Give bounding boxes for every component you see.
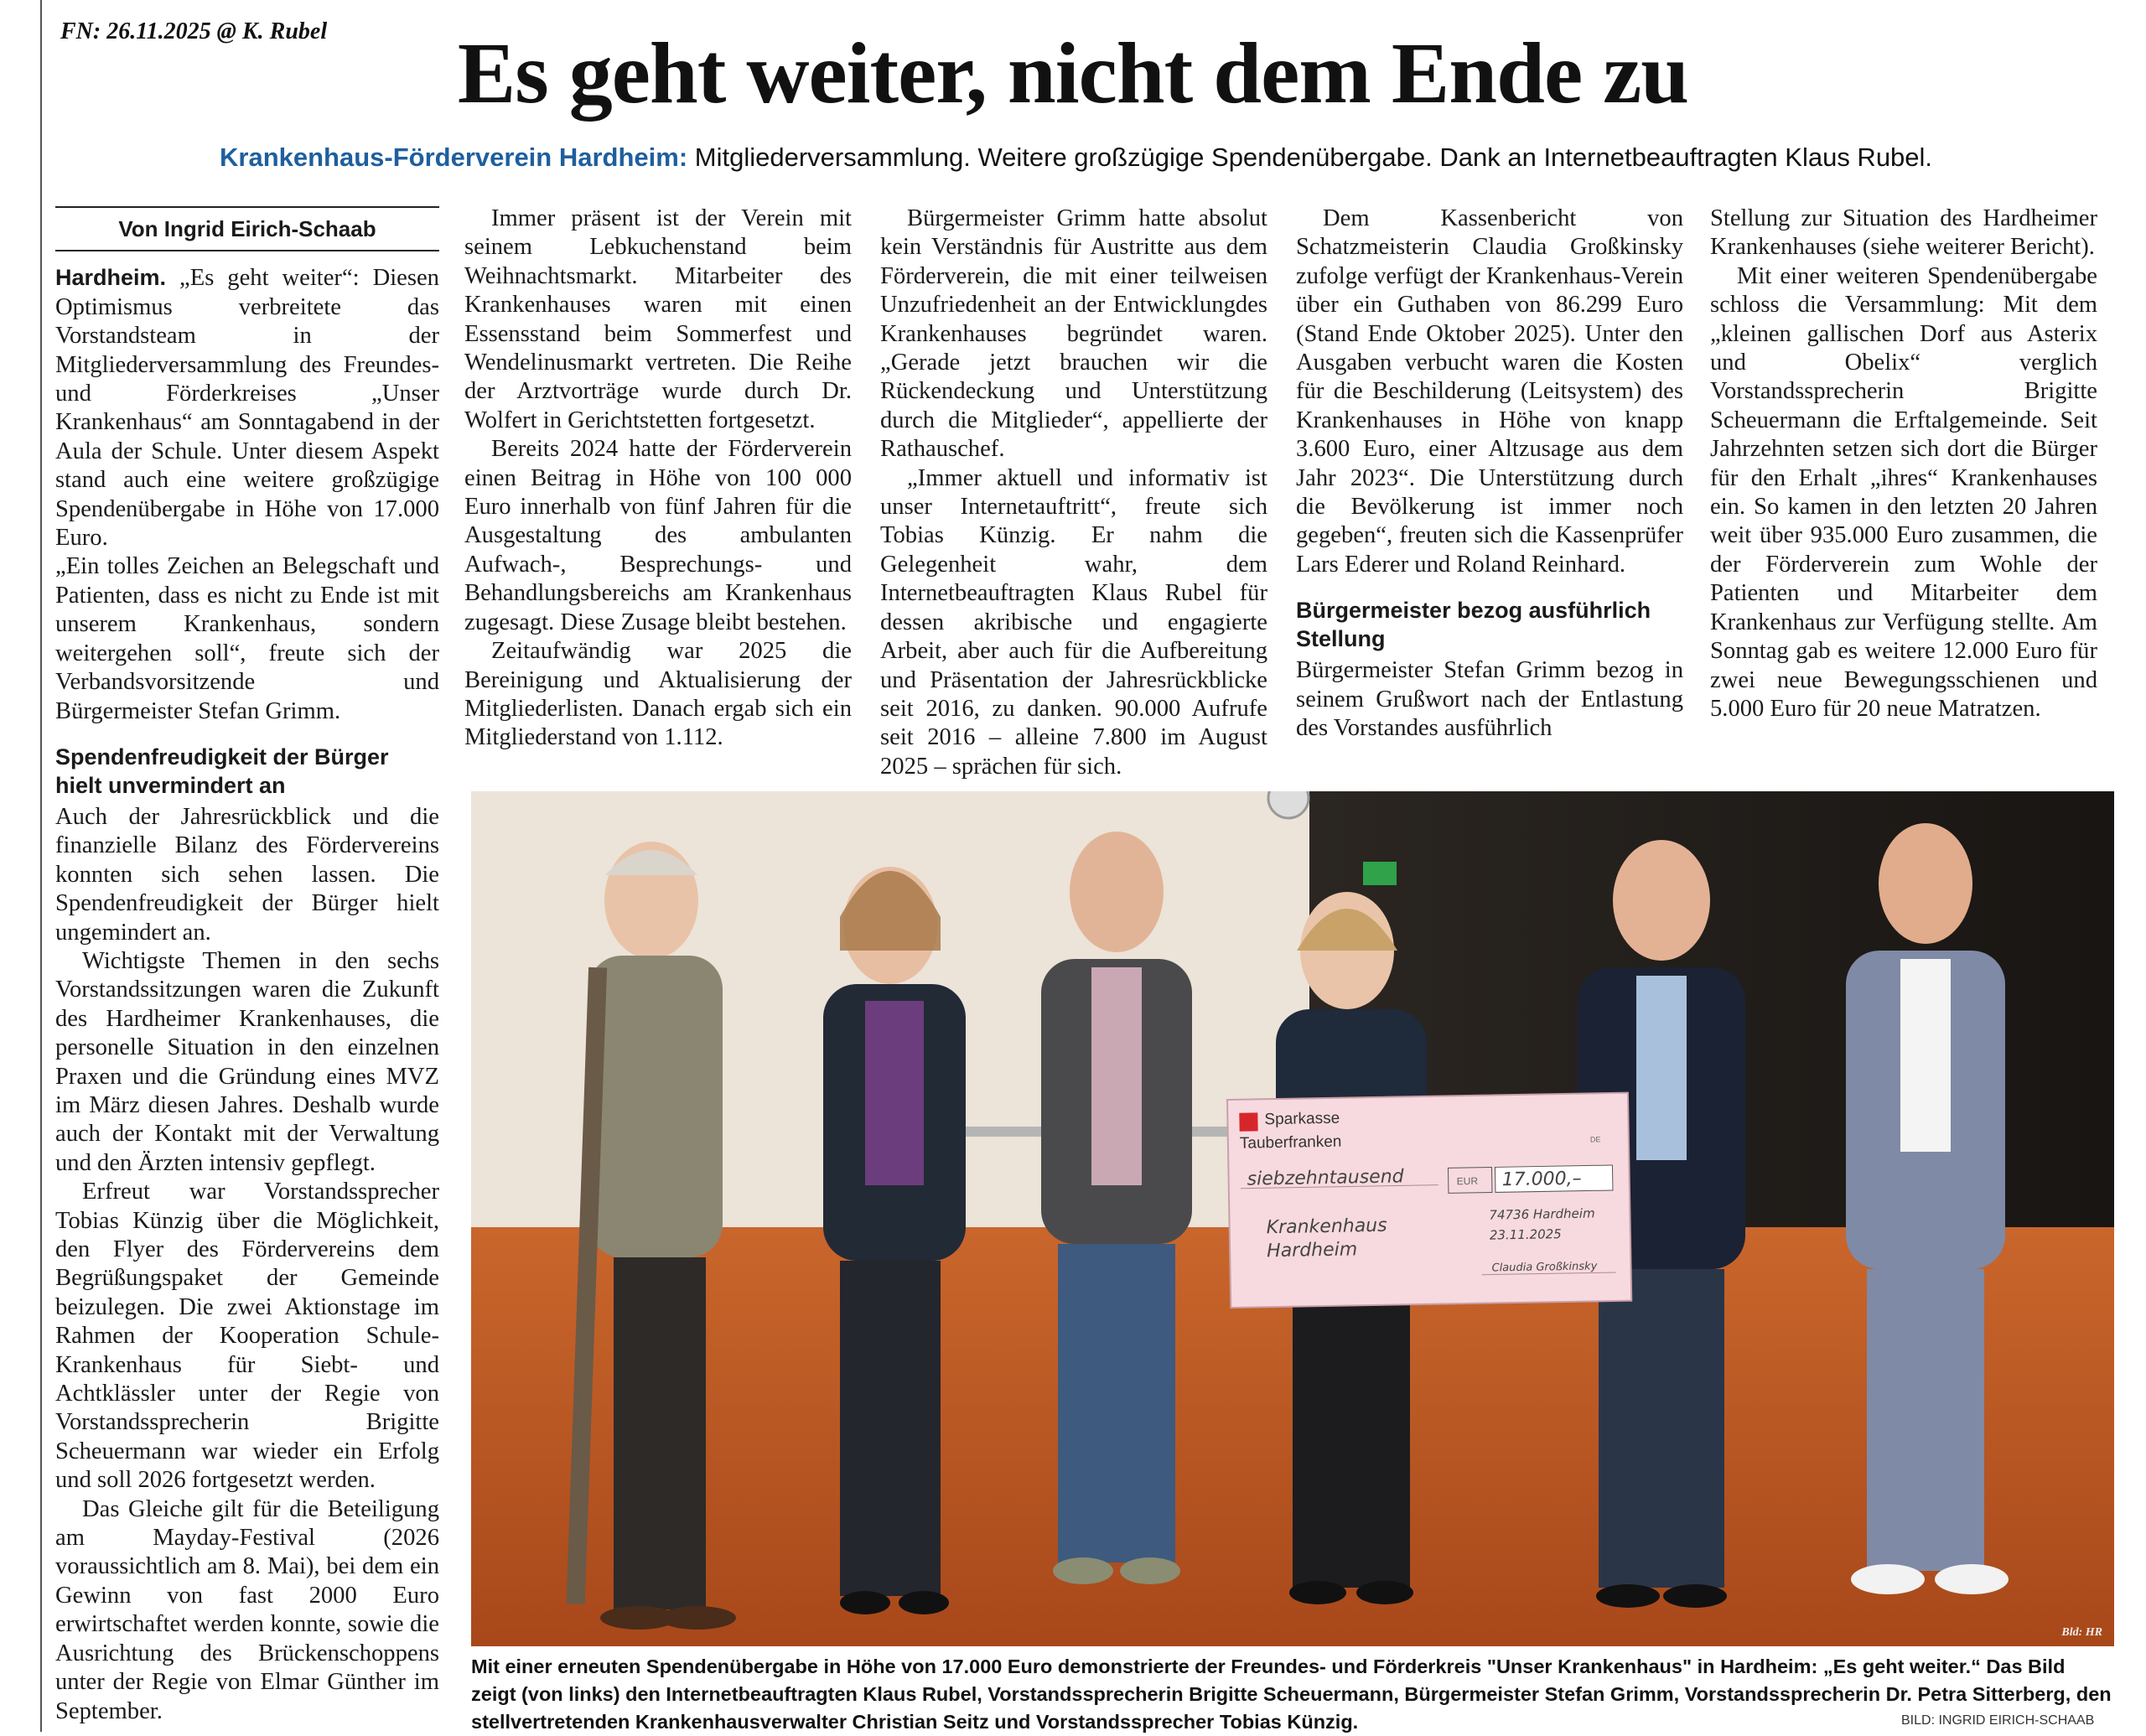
donation-cheque xyxy=(1227,1093,1631,1308)
cheque-amount: 17.000,– xyxy=(1501,1168,1582,1191)
paragraph: „Ein tolles Zeichen an Belegschaft und Patienten, dass es nicht zu Ende ist mit unserem Krankenhaus, sondern weitergehen soll“, freute sich der Verbandsvorsitzende und Bürgermeister Stefan Grimm. xyxy=(55,553,439,724)
cheque-amount-words: siebzehntausend xyxy=(1247,1166,1404,1190)
photo-illustration xyxy=(471,791,2114,1646)
paragraph: Bürgermeister Grimm hatte absolut kein Verständnis für Austritte aus dem Förderverein, die mit einer teilweisen Unzufriedenheit an der Entwicklungdes Krankenhauses begründet waren. „Gerade jetzt brauchen wir die Rückendeckung und Unterstützung durch die Mitglieder“, appellierte der Rathauschef. xyxy=(880,205,1267,463)
headline: Es geht weiter, nicht dem Ende zu xyxy=(457,25,1689,122)
photo-credit: BILD: INGRID EIRICH-SCHAAB xyxy=(1901,1713,2095,1728)
paragraph: Zeitaufwändig war 2025 die Bereinigung und Aktualisierung der Mitgliederlisten. Danach ergab sich ein Mitgliederstand von 1.112. xyxy=(464,638,852,751)
dateline: Hardheim. xyxy=(55,265,167,291)
paragraph: Stellung zur Situation des Hardheimer Krankenhauses (siehe weiterer Bericht). xyxy=(1710,205,2097,261)
cheque-country: DE xyxy=(1589,1135,1601,1144)
paragraph: „Immer aktuell und informativ ist unser Internetauftritt“, freute sich Tobias Künzig. Er nahm die Gelegenheit wahr, dem Internetbeauftragten Klaus Rubel für dessen akribische und engagierte Arbeit, aber auch für die Aufbereitung und Präsentation der Jahresrückblicke seit 2016, zu danken. 90.000 Aufrufe seit 2016 – alleine 7.800 im August 2025 – sprächen für sich. xyxy=(880,464,1267,780)
paragraph: Bereits 2024 hatte der Förderverein einen Beitrag in Höhe von 100 000 Euro innerhalb von fünf Jahren für die Ausgestaltung des ambulanten Aufwach-, Besprechungs- und Behandlungsbereichs am Krankenhaus zugesagt. Diese Zusage bleibt bestehen. xyxy=(464,436,852,635)
article-column-4 xyxy=(1296,205,1683,744)
article-column-3 xyxy=(880,205,1267,781)
byline: Von Ingrid Eirich-Schaab xyxy=(55,206,439,251)
cheque-currency: EUR xyxy=(1456,1174,1479,1188)
paragraph-text: „Es geht weiter“: Diesen Optimismus verbreitete das Vorstandsteam in der Mitgliederversammlung des Freundes- und Förderkreises „Unser Krankenhaus“ am Sonntagabend in der Aula der Schule. Unter diesem Aspekt stand auch eine weitere großzügige Spendenübergabe in Höhe von 17.000 Euro. xyxy=(55,265,439,552)
paragraph: Wichtigste Themen in den sechs Vorstandssitzungen waren die Zukunft des Hardheimer Krankenhauses, die personelle Situation in den einzelnen Praxen und die Gründung eines MVZ im März diesen Jahres. Deshalb wurde auch der Kontakt mit der Verwaltung und den Ärzten intensiv gepflegt. xyxy=(55,947,439,1176)
paragraph: Dem Kassenbericht von Schatzmeisterin Claudia Großkinsky zufolge verfügt der Krankenhaus-Verein über ein Guthaben von 86.299 Euro (Stand Ende Oktober 2025). Unter den Ausgaben verbucht waren die Kosten für die Beschilderung (Leitsystem) des Krankenhauses in Höhe von knapp 3.600 Euro, einer Altzusage aus dem Jahr 2023“. Die Unterstützung durch die Bevölkerung ist immer noch gegeben“, freuten sich die Kassenprüfer Lars Ederer und Roland Reinhard. xyxy=(1296,205,1683,578)
cheque-place: 74736 Hardheim xyxy=(1489,1205,1595,1223)
article-column-5 xyxy=(1710,205,2097,723)
paragraph: Erfreut war Vorstandssprecher Tobias Künzig über die Möglichkeit, den Flyer des Fördervereins dem Begrüßungspaket der Gemeinde beizulegen. Die zwei Aktionstage im Rahmen der Kooperation Schule-Krankenhaus für Siebt- und Achtklässler unter der Regie von Vorstandssprecherin Brigitte Scheuermann war wieder ein Erfolg und soll 2026 fortgesetzt werden. xyxy=(55,1179,439,1494)
subheading: Bürgermeister bezog ausführlich Stellung xyxy=(1296,598,1651,652)
cheque-bank-line2: Tauberfranken xyxy=(1239,1132,1342,1153)
cheque-bank-line1: Sparkasse xyxy=(1264,1109,1340,1129)
paragraph: Mit einer weiteren Spendenübergabe schloss die Versammlung: Mit dem „kleinen gallischen Dorf aus Asterix und Obelix“ verglich Vorstandssprecherin Brigitte Scheuermann die Erftalgemeinde. Seit Jahrzehnten setzen sich dort die Bürger für den Erhalt „ihres“ Krankenhauses ein. So kamen in den letzten 20 Jahren weit über 935.000 Euro zusammen, die der Förderverein zum Wohle der Patienten und Mitarbeiter dem Krankenhaus zur Verfügung stellte. Am Sonntag gab es weitere 12.000 Euro für zwei neue Bewegungsschienen und 5.000 Euro für 20 neue Matratzen. xyxy=(1710,262,2097,722)
paragraph xyxy=(55,263,439,552)
cheque-date: 23.11.2025 xyxy=(1489,1226,1562,1243)
exit-sign xyxy=(1363,862,1397,885)
cheque-recipient-line1: Krankenhaus xyxy=(1266,1215,1387,1239)
paragraph: Bürgermeister Stefan Grimm bezog in seinem Grußwort nach der Entlastung des Vorstandes ausführlich xyxy=(1296,657,1683,742)
photo-small-credit: Bld: HR xyxy=(2061,1626,2102,1639)
subheading: Spendenfreudigkeit der Bürger hielt unvermindert an xyxy=(55,744,389,798)
photo-caption: Mit einer erneuten Spendenübergabe in Höhe von 17.000 Euro demonstrierte der Freundes- und Förderkreis "Unser Krankenhaus" in Hardheim: „Es geht weiter.“ Das Bild zeigt (von links) den Internetbeauftragten Klaus Rubel, Vorstandssprecherin Brigitte Scheuermann, Bürgermeister Stefan Grimm, Vorstandssprecherin Dr. Petra Sitterberg, den stellvertretenden Krankenhausverwalter Christian Seitz und Vorstandssprecher Tobias Künzig. xyxy=(471,1656,2112,1733)
cheque-signature: Claudia Großkinsky xyxy=(1491,1260,1598,1275)
source-note: FN: 26.11.2025 @ K. Rubel xyxy=(60,18,328,44)
paragraph: Das Gleiche gilt für die Beteiligung am Mayday-Festival (2026 voraussichtlich am 8. Mai), bei dem ein Gewinn von fast 2000 Euro erwirtschaftet werden konnte, sowie die Ausrichtung des Brückenschoppens unter der Regie von Elmar Günther im September. xyxy=(55,1495,439,1724)
paragraph: Immer präsent ist der Verein mit seinem Lebkuchenstand beim Weihnachtsmarkt. Mitarbeiter des Krankenhauses waren mit einen Essensstand beim Sommerfest und Wendelinusmarkt vertreten. Die Reihe der Arztvorträge wurde durch Dr. Wolfert in Gerichtstetten fortgesetzt. xyxy=(464,205,852,433)
group-photo xyxy=(471,791,2114,1646)
page-margin-rule xyxy=(40,0,42,1732)
cheque-recipient-line2: Hardheim xyxy=(1266,1239,1358,1262)
paragraph: Auch der Jahresrückblick und die finanzielle Bilanz des Fördervereins konnten sich sehen lassen. Die Spendenfreudigkeit der Bürger hielt ungemindert an. xyxy=(55,803,439,946)
subheadline xyxy=(220,143,2131,173)
subheadline-text: Mitgliederversammlung. Weitere großzügige Spendenübergabe. Dank an Internetbeauftragten Klaus Rubel. xyxy=(694,143,1933,172)
article-column-2 xyxy=(464,205,852,753)
article-column-1 xyxy=(55,206,439,1726)
subheadline-kicker: Krankenhaus-Förderverein Hardheim: xyxy=(220,143,688,172)
sparkasse-logo-icon xyxy=(1239,1112,1257,1131)
